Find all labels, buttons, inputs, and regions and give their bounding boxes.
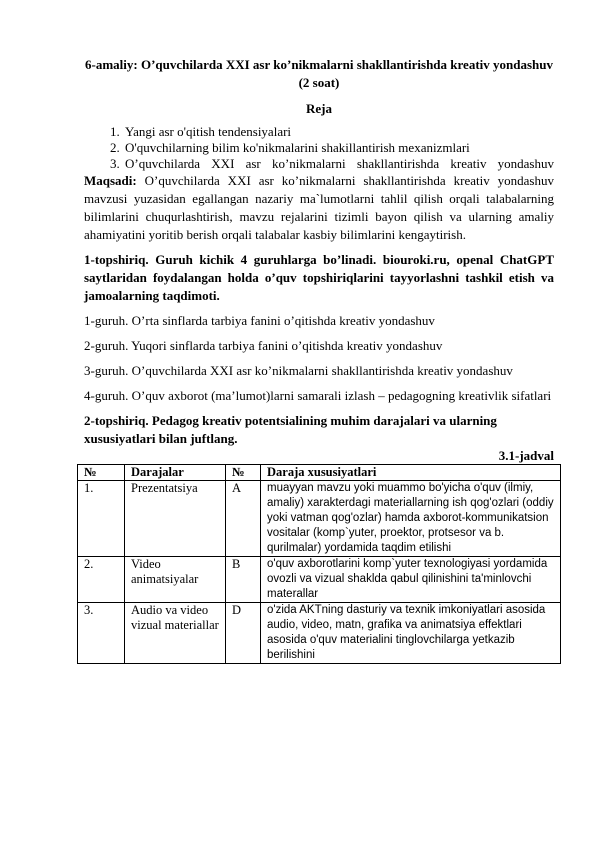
table-cell: Video animatsiyalar bbox=[125, 557, 226, 603]
column-header: № bbox=[78, 465, 125, 481]
table-caption: 3.1-jadval bbox=[498, 448, 554, 463]
table-cell: B bbox=[226, 557, 261, 603]
table-header-row bbox=[78, 465, 561, 481]
group-item: 4-guruh. O’quv axborot (ma’lumot)larni samarali izlash – pedagogning kreativlik sifatlari bbox=[84, 388, 552, 403]
column-header: Daraja xususiyatlari bbox=[261, 465, 561, 481]
goal-paragraph bbox=[84, 172, 554, 244]
plan-item: 3. O’quvchilarda XXI asr ko’nikmalarni shakllantirishda kreativ yondashuv bbox=[123, 156, 554, 172]
table-cell: 1. bbox=[78, 481, 125, 557]
table-cell: 2. bbox=[78, 557, 125, 603]
goal-label: Maqsadi: bbox=[84, 173, 137, 188]
table-row bbox=[78, 481, 561, 557]
group-item: 2-guruh. Yuqori sinflarda tarbiya fanini o’qitishda kreativ yondashuv bbox=[84, 338, 443, 353]
goal-text: O’quvchilarda XXI asr ko’nikmalarni shakllantirishda kreativ yondashuv mavzusi yuzasidan egallangan nazariy ma`lumotlarni tahlil qilish orqali talabalarning bilimlarini chuqurlashtirish, mavzu rejalarini tizimli bayon qilish va ularning amaliy ahamiyatini yoritib berish orqali talabalar kasbiy bilimlarini kengaytirish. bbox=[84, 173, 554, 242]
levels-table bbox=[77, 464, 561, 664]
plan-item: 1. Yangi asr o'qitish tendensiyalari bbox=[123, 124, 554, 140]
table-cell: muayyan mavzu yoki muammo bo'yicha o'quv (ilmiy, amaliy) xarakterdagi materiallarning ish qog'ozlari (oddiy yoki vatman qog'ozlar) hamda axborot-kommunikatsion vositalar (komp`yuter, proektor, protsesor va b. qurilmalar) yordamida taqdim etilishi bbox=[261, 481, 561, 557]
column-header: Darajalar bbox=[125, 465, 226, 481]
table-cell: A bbox=[226, 481, 261, 557]
table-cell: 3. bbox=[78, 603, 125, 664]
table-cell: D bbox=[226, 603, 261, 664]
group-item: 1-guruh. O’rta sinflarda tarbiya fanini o’qitishda kreativ yondashuv bbox=[84, 313, 435, 328]
table-cell: o'zida AKTning dasturiy va texnik imkoniyatlari asosida audio, video, matn, grafika va animatsiya effektlari asosida o'quv materialini tinglovchilarga yetkazib berilishini bbox=[261, 603, 561, 664]
group-item: 3-guruh. O’quvchilarda XXI asr ko’nikmalarni shakllantirishda kreativ yondashuv bbox=[84, 363, 513, 378]
table-row bbox=[78, 603, 561, 664]
column-header: № bbox=[226, 465, 261, 481]
task-2: 2-topshiriq. Pedagog kreativ potentsialining muhim darajalari va ularning xususiyatlari bilan juftlang. bbox=[84, 413, 497, 446]
table-cell: o'quv axborotlarini komp`yuter texnologiyasi yordamida ovozli va vizual shaklda qabul qilinishini ta'minlovchi materallar bbox=[261, 557, 561, 603]
task-1: 1-topshiriq. Guruh kichik 4 guruhlarga bo’linadi. biouroki.ru, openal ChatGPT saytlaridan foydalangan holda o’quv topshiriqlarini tayyorlashni tashkil etish va jamoalarning taqdimoti. bbox=[84, 252, 554, 303]
table-row bbox=[78, 557, 561, 603]
plan-item: 2. O'quvchilarning bilim ko'nikmalarini shakillantirish mexanizmlari bbox=[123, 140, 554, 156]
document-title: 6-amaliy: O’quvchilarda XXI asr ko’nikmalarni shakllantirishda kreativ yondashuv (2 soat) bbox=[85, 57, 553, 90]
plan-list bbox=[84, 124, 554, 172]
document-page bbox=[84, 56, 554, 664]
table-cell: Prezentatsiya bbox=[125, 481, 226, 557]
table-cell: Audio va video vizual materiallar bbox=[125, 603, 226, 664]
plan-heading: Reja bbox=[306, 101, 332, 116]
